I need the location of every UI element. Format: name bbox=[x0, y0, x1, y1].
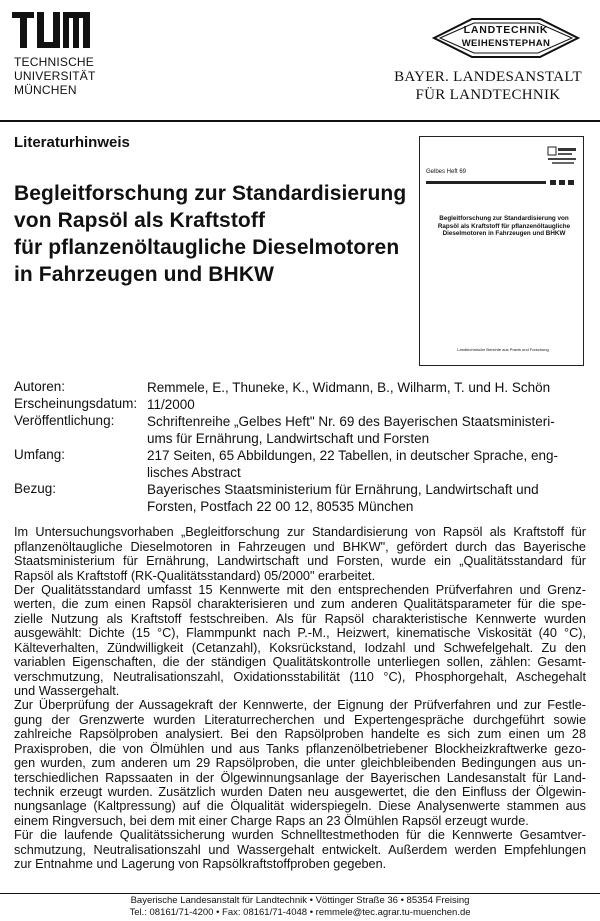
logo-text-line: LANDTECHNIK bbox=[463, 24, 549, 36]
meta-value-publication: ums für Ernährung, Landwirtschaft und Forsten bbox=[147, 431, 430, 446]
body-text-line: schmutzung, Neutralisationszahl und Wassergehalt entwickelt. Außerdem werden Empfehlungen bbox=[14, 843, 586, 857]
body-text-line: Staatsministerium für Ernährung, Landwirtschaft und Forsten, wurde ein „Qualitätsstandard für bbox=[14, 554, 586, 568]
cover-band-decoration bbox=[426, 180, 576, 185]
university-name-line: UNIVERSITÄT bbox=[14, 69, 96, 83]
header-divider bbox=[0, 120, 600, 122]
meta-value-extent: lisches Abstract bbox=[147, 465, 241, 480]
body-text-line: werten, die zum einen Rapsöl charakterisieren und zum anderen Qualitätsparameter für die spe- bbox=[14, 597, 586, 611]
meta-label-source: Bezug: bbox=[14, 481, 57, 496]
document-title-line: für pflanzenöltaugliche Dieselmotoren bbox=[14, 236, 400, 259]
cover-footer: Landtechnische Berichte aus Praxis und Forschung bbox=[457, 347, 549, 352]
body-text-line: gen wurden, zum anderen um 29 Rapsölproben, die unter gleichbleibenden Bedingungen aus un- bbox=[14, 756, 586, 770]
body-text-line: zahlreiche Rapsölproben analysiert. Bei den Rapsölproben handelte es sich zum einen um 28 bbox=[14, 727, 586, 741]
cover-title: Begleitforschung zur Standardisierung von Rapsöl als Kraftstoff für pflanzenöltaugliche Dieselmotoren in Fahrzeugen und BHKW bbox=[437, 215, 571, 238]
institute-name-line: FÜR LANDTECHNIK bbox=[415, 87, 561, 103]
footer-address: Bayerische Landesanstalt für Landtechnik • Vöttinger Straße 36 • 85354 Freising bbox=[130, 895, 470, 906]
meta-value-source: Forsten, Postfach 22 00 12, 80535 München bbox=[147, 499, 414, 514]
meta-value-source: Bayerisches Staatsministerium für Ernährung, Landwirtschaft und bbox=[147, 482, 539, 497]
landtechnik-logo bbox=[432, 16, 580, 60]
body-text-line: Der Qualitätsstandard umfasst 15 Kennwerte mit den entsprechenden Prüfverfahren und Grenz- bbox=[14, 583, 586, 597]
meta-label-date: Erscheinungsdatum: bbox=[14, 396, 138, 411]
body-text-line: verschmutzung, Neutralisationszahl, Oxidationsstabilität (110 °C), Phosphorgehalt, Aschegehalt bbox=[14, 670, 586, 684]
body-text-line: Für die laufende Qualitätssicherung wurden Schnelltestmethoden für die Kennwerte Gesamtver- bbox=[14, 828, 586, 842]
document-title-line: in Fahrzeugen und BHKW bbox=[14, 263, 275, 286]
document-title-line: Begleitforschung zur Standardisierung bbox=[14, 182, 407, 205]
meta-value-date: 11/2000 bbox=[147, 397, 195, 412]
footer-divider bbox=[0, 893, 600, 894]
body-text-line: Kälteverhalten, Zündwilligkeit (Cetanzahl), Koksrückstand, Iodzahl und Schwefelgehalt. Zu den bbox=[14, 641, 586, 655]
footer-contact: Tel.: 08161/71-4200 • Fax: 08161/71-4048 • remmele@tec.agrar.tu-muenchen.de bbox=[129, 907, 471, 918]
body-text-line: einem Ringversuch, bei dem mit einer Charge Raps an 23 Ölmühlen Rapsöl erzeugt wurde. bbox=[14, 814, 529, 828]
meta-label-authors: Autoren: bbox=[14, 379, 66, 394]
body-text-line: Praxisproben, die von Ölmühlen und aus Tanks pflanzenölbetriebener Blockheizkraftwerke gezo- bbox=[14, 742, 586, 756]
body-text-line: gung der Grenzwerte wurden Literaturrecherchen und Expertengespräche durchgeführt sowie bbox=[14, 713, 586, 727]
meta-value-extent: 217 Seiten, 65 Abbildungen, 22 Tabellen, in deutscher Sprache, eng- bbox=[147, 448, 559, 463]
cover-crest-icon bbox=[544, 145, 578, 167]
body-text-line: pflanzenöltaugliche Dieselmotoren in Fahrzeugen und BHKW", gefördert durch das Bayerische bbox=[14, 540, 586, 554]
book-cover-image bbox=[419, 136, 584, 366]
meta-value-publication: Schriftenreihe „Gelbes Heft" Nr. 69 des Bayerischen Staatsministeri- bbox=[147, 414, 555, 429]
cover-series-label: Gelbes Heft 69 bbox=[426, 169, 467, 175]
body-text-line: variablen Eigenschaften, die der ständigen Qualitätskontrolle unterliegen sollen, zählen: Gesamt- bbox=[14, 655, 586, 669]
body-text-line: Im Untersuchungsvorhaben „Begleitforschung zur Standardisierung von Rapsöl als Kraftstoff für bbox=[14, 525, 586, 539]
body-text-line: und Wassergehalt. bbox=[14, 684, 120, 698]
section-title: Literaturhinweis bbox=[14, 134, 130, 151]
university-name-line: MÜNCHEN bbox=[14, 83, 77, 97]
body-text-line: nungsanlage (Kaltpressung) auf die Ölqualität widerspiegeln. Diese Analysenwerte stammen aus bbox=[14, 799, 586, 813]
institute-name-line: BAYER. LANDESANSTALT bbox=[394, 69, 582, 85]
body-text-line: technik erzeugt wurden. Zusätzlich wurden Daten neu ausgewertet, die den Einfluss der Ölgewin- bbox=[14, 785, 586, 799]
meta-value-authors: Remmele, E., Thuneke, K., Widmann, B., Wilharm, T. und H. Schön bbox=[147, 380, 551, 395]
meta-label-extent: Umfang: bbox=[14, 447, 66, 462]
university-name-line: TECHNISCHE bbox=[14, 55, 95, 69]
body-text-line: zur Entnahme und Lagerung von Rapsölkraftstoffproben gegeben. bbox=[14, 857, 387, 871]
body-text-line: Zur Überprüfung der Aussagekraft der Kennwerte, der Eignung der Prüfverfahren und zur Festle- bbox=[14, 698, 586, 712]
body-text-line: Rapsöl als Kraftstoff (RK-Qualitätsstandard) 05/2000" erarbeitet. bbox=[14, 569, 376, 583]
tum-logo bbox=[12, 12, 90, 48]
body-text-line: terschiedlichen Rapssaaten in der Ölgewinnungsanlage der Bayerischen Landesanstalt für Land- bbox=[14, 771, 586, 785]
meta-label-publication: Veröffentlichung: bbox=[14, 413, 115, 428]
document-title-line: von Rapsöl als Kraftstoff bbox=[14, 209, 266, 232]
body-text-line: ausgewählt: Dichte (15 °C), Flammpunkt nach P.-M., Heizwert, kinematische Viskosität (40 °C), bbox=[14, 626, 586, 640]
body-text-line: zielle Nutzung als Kraftstoff festschreiben. Als für Rapsöl charakteristische Kennwerte wurden bbox=[14, 612, 586, 626]
logo-text-line: WEIHENSTEPHAN bbox=[461, 38, 551, 49]
